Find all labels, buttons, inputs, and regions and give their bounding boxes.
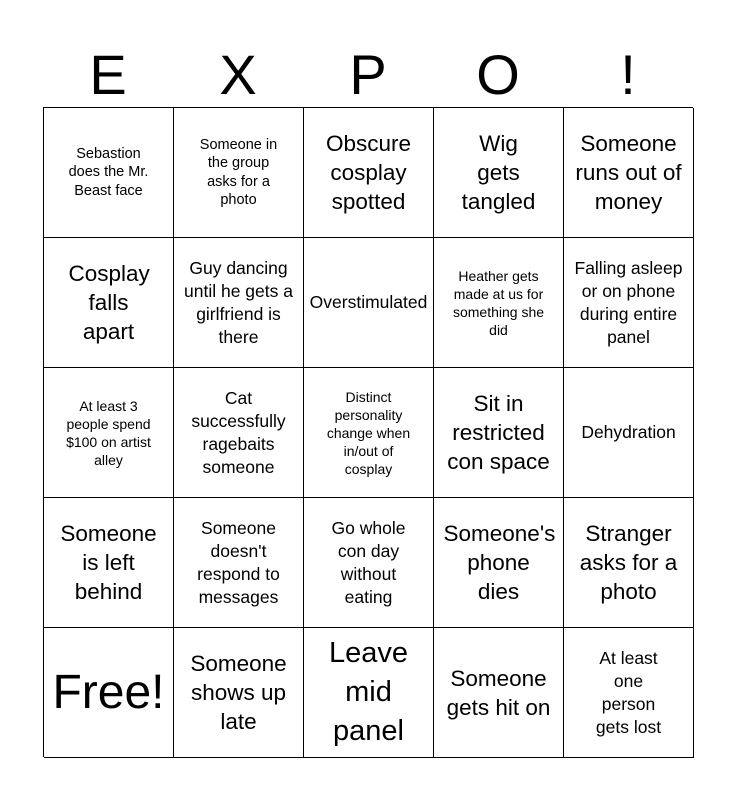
bingo-cell-free[interactable] <box>44 628 174 758</box>
bingo-cell-r4c1[interactable] <box>44 498 174 628</box>
bingo-cell-r5c3[interactable] <box>304 628 434 758</box>
bingo-cell-r4c4[interactable] <box>434 498 564 628</box>
bingo-cell-r2c5[interactable] <box>564 238 694 368</box>
bingo-cell-r3c5[interactable] <box>564 368 694 498</box>
title-letter-x: X <box>219 43 257 106</box>
cell-text: Falling asleep or on phone during entire panel <box>574 257 683 347</box>
cell-text: Someone is left behind <box>60 521 157 604</box>
cell-text: Someone shows up late <box>190 651 287 734</box>
cell-text: Sebastion does the Mr. Beast face <box>68 145 149 199</box>
cell-text: Someone in the group asks for a photo <box>199 136 278 208</box>
bingo-cell-r4c2[interactable] <box>174 498 304 628</box>
cell-text: Cosplay falls apart <box>68 261 150 344</box>
title-letter-o: O <box>476 43 520 106</box>
title-letter-p: P <box>349 43 387 106</box>
bingo-cell-r4c3[interactable] <box>304 498 434 628</box>
cell-text: At least 3 people spend $100 on artist alley <box>66 397 151 468</box>
cell-text: Distinct personality change when in/out of cosplay <box>326 388 411 477</box>
bingo-cell-r3c2[interactable] <box>174 368 304 498</box>
title-letter-exclamation: ! <box>620 43 636 106</box>
bingo-cell-r5c2[interactable] <box>174 628 304 758</box>
cell-text: Sit in restricted con space <box>447 391 550 474</box>
bingo-cell-r2c2[interactable] <box>174 238 304 368</box>
bingo-cell-r3c3[interactable] <box>304 368 434 498</box>
title-letter-e: E <box>89 43 127 106</box>
cell-text: Overstimulated <box>309 292 428 312</box>
cell-text: Go whole con day without eating <box>331 517 406 607</box>
bingo-cell-r3c1[interactable] <box>44 368 174 498</box>
cell-text: Leave mid panel <box>328 637 408 747</box>
cell-text: Dehydration <box>581 422 676 442</box>
cell-text: Someone runs out of money <box>575 131 682 214</box>
cell-text: At least one person gets lost <box>595 647 662 737</box>
bingo-cell-r4c5[interactable] <box>564 498 694 628</box>
bingo-cell-r1c1[interactable] <box>44 108 174 238</box>
cell-text: Someone doesn't respond to messages <box>197 517 280 607</box>
bingo-board <box>43 107 693 757</box>
bingo-cell-r5c5[interactable] <box>564 628 694 758</box>
free-space-text: Free! <box>52 665 165 719</box>
bingo-title <box>43 42 693 108</box>
bingo-cell-r2c4[interactable] <box>434 238 564 368</box>
cell-text: Cat successfully ragebaits someone <box>191 387 286 477</box>
bingo-cell-r1c5[interactable] <box>564 108 694 238</box>
cell-text: Guy dancing until he gets a girlfriend is there <box>184 257 293 347</box>
bingo-cell-r1c4[interactable] <box>434 108 564 238</box>
bingo-cell-r3c4[interactable] <box>434 368 564 498</box>
bingo-cell-r1c3[interactable] <box>304 108 434 238</box>
bingo-cell-r5c4[interactable] <box>434 628 564 758</box>
cell-text: Obscure cosplay spotted <box>325 131 412 214</box>
cell-text: Someone's phone dies <box>443 521 556 604</box>
cell-text: Wig gets tangled <box>461 131 536 214</box>
cell-text: Heather gets made at us for something she did <box>452 267 545 338</box>
bingo-cell-r2c3[interactable] <box>304 238 434 368</box>
cell-text: Stranger asks for a photo <box>579 521 678 604</box>
bingo-cell-r1c2[interactable] <box>174 108 304 238</box>
bingo-cell-r2c1[interactable] <box>44 238 174 368</box>
cell-text: Someone gets hit on <box>446 665 551 720</box>
